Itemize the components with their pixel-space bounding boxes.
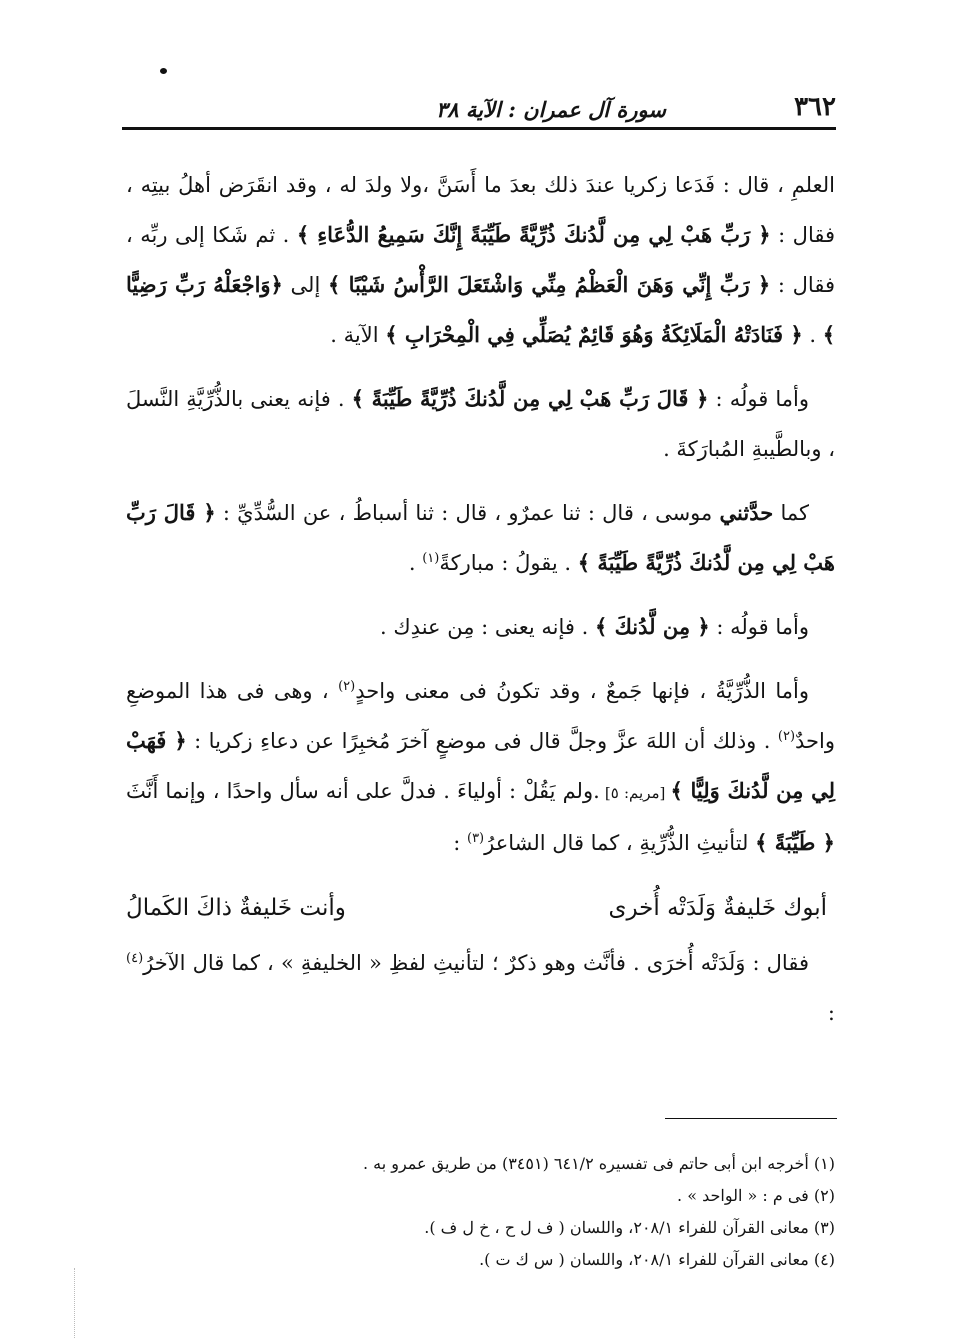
text-run: . فإنه يعنى : مِن عندِك . [380, 615, 595, 639]
hadith-keyword: حدَّثني [719, 500, 774, 525]
running-title: سورة آل عمران : الآية ٣٨ [436, 97, 666, 122]
text-run: وأما قولُه : [709, 615, 809, 639]
quran-quote: ﴿ طَيِّبَةً ﴾ [755, 830, 835, 855]
text-run: وأما الذُّرِّيَّةُ ، فإنها جَمعٌ ، وقد تكونُ فى معنى واحدٍ [355, 679, 810, 703]
text-run: موسى ، قال : ثنا عمرٌو ، قال : ثنا أسباطُ ، عن السُّدِّيِّ : [215, 501, 720, 525]
quran-quote: ﴿ فَهَبْ لِي مِن لَّدُنكَ وَلِيًّا ﴾ [126, 728, 835, 803]
text-run: لتأنيثِ الذُّرِّيةِ ، كما قال الشاعرُ [484, 831, 756, 855]
verse-first-hemistich: أبوك خَليفةٌ وَلَدَتْه أُخرى [608, 895, 827, 921]
quran-quote: ﴿ مِن لَّدُنكَ ﴾ [594, 614, 710, 639]
footnotes [126, 1148, 835, 1276]
text-run: كما [773, 501, 809, 525]
surah-citation: [مريم: ٥] [599, 784, 671, 802]
page-number: ٣٦٢ [794, 92, 836, 122]
quran-quote: ﴿ قَالَ رَبِّ هَبْ لِي مِن لَّدُنكَ ذُرِّيَّةً طَيِّبَةً ﴾ [126, 500, 835, 575]
poetry-verse [126, 882, 835, 934]
paragraph-1 [126, 160, 835, 360]
running-header [122, 82, 836, 122]
paragraph-6 [126, 938, 835, 1038]
text-run: إلى [282, 273, 328, 297]
verse-second-hemistich: وأنت خَليفةٌ ذاكَ الكَمالُ [126, 895, 346, 921]
quran-quote: ﴿ رَبِّ إِنِّي وَهَنَ الْعَظْمُ مِنِّي وَاشْتَعَلَ الرَّأْسُ شَيْبًا ﴾ [327, 272, 771, 297]
text-run: العلمِ ، قال : فَدَعا زكريا عندَ ذلك بعدَ ما أَسَنَّ ،ولا ولدَ له ، وقد انقَرَض أهلُ بيتِه ، فقال : [126, 173, 836, 247]
text-run: . ثم شَكا إلى ربِّه ، فقال : [126, 223, 835, 297]
margin-dotted-line [74, 1268, 77, 1338]
text-run: ، وهى فى هذا الموضعِ واحدٌ [126, 679, 835, 753]
footnote-3: (٣) معانى القرآن للفراء ٢٠٨/١، واللسان ( ف ل ح ، خ ل ف ). [424, 1218, 835, 1237]
quran-quote: ﴿وَاجْعَلْهُ رَبِّ رَضِيًّا ﴾ [126, 272, 835, 347]
text-run: : [453, 831, 467, 855]
footnote-ref[interactable]: (٤) [126, 951, 144, 966]
footnote-ref[interactable]: (١) [422, 551, 440, 566]
quran-quote: ﴿ رَبِّ هَبْ لِي مِن لَّدُنكَ ذُرِّيَّةً طَيِّبَةً إِنَّكَ سَمِيعُ الدُّعَاءِ ﴾ [296, 222, 771, 247]
text-run: . [408, 551, 423, 575]
footnote-4: (٤) معانى القرآن للفراء ٢٠٨/١، واللسان ( س ك ت ). [479, 1250, 835, 1269]
footnote-ref[interactable]: (٢) [338, 679, 356, 694]
quran-quote: ﴿ قَالَ رَبِّ هَبْ لِي مِن لَّدُنكَ ذُرِّيَّةً طَيِّبَةً ﴾ [351, 386, 709, 411]
text-run: . وذلك أن اللهَ عزَّ وجلَّ قال فى موضعٍ آخرَ مُخبِرًا عن دعاءِ زكريا : [186, 729, 778, 753]
paragraph-5 [126, 666, 835, 868]
main-text [126, 160, 835, 1052]
text-run: .ولم يَقُلْ : أولياءَ . فدلَّ على أنه سأل واحدًا ، وإنما أَنَّثَ [126, 779, 600, 803]
footnote-rule [665, 1118, 837, 1119]
text-run: وأما قولُه : [708, 387, 809, 411]
footnote-2: (٢) فى م : « الواحد » . [677, 1186, 835, 1205]
footnote-1: (١) أخرجه ابن أبى حاتم فى تفسيره ٦٤١/٢ (٣٤٥١) من طريق عمرو به . [362, 1154, 835, 1173]
quran-quote: ﴿ فَنَادَتْهُ الْمَلَائِكَةُ وَهُوَ قَائِمٌ يُصَلِّي فِي الْمِحْرَابِ ﴾ [385, 322, 803, 347]
paragraph-4 [126, 602, 835, 652]
text-run: فقال : وَلَدَتْه أُخرَى . فأنَّث وهو ذكرٌ ؛ لتأنيثِ لفظِ « الخليفةِ » ، كما قال الآخرُ [143, 951, 809, 975]
footnote-ref[interactable]: (٢) [777, 729, 796, 744]
paragraph-3 [126, 488, 835, 588]
text-run: الآية . [330, 323, 386, 347]
header-rule [122, 127, 836, 130]
text-run: . فإنه يعنى بالذُّرِّيَّةِ النَّسلَ ، وبالطَّيبةِ المُبارَكةَ . [126, 387, 835, 461]
paragraph-2 [126, 374, 835, 474]
footnote-ref[interactable]: (٣) [466, 831, 485, 846]
text-run: : [827, 1001, 835, 1025]
text-run: . يقولُ : مباركةً [439, 551, 578, 575]
text-run: . [802, 323, 823, 347]
ink-speck [160, 68, 167, 74]
